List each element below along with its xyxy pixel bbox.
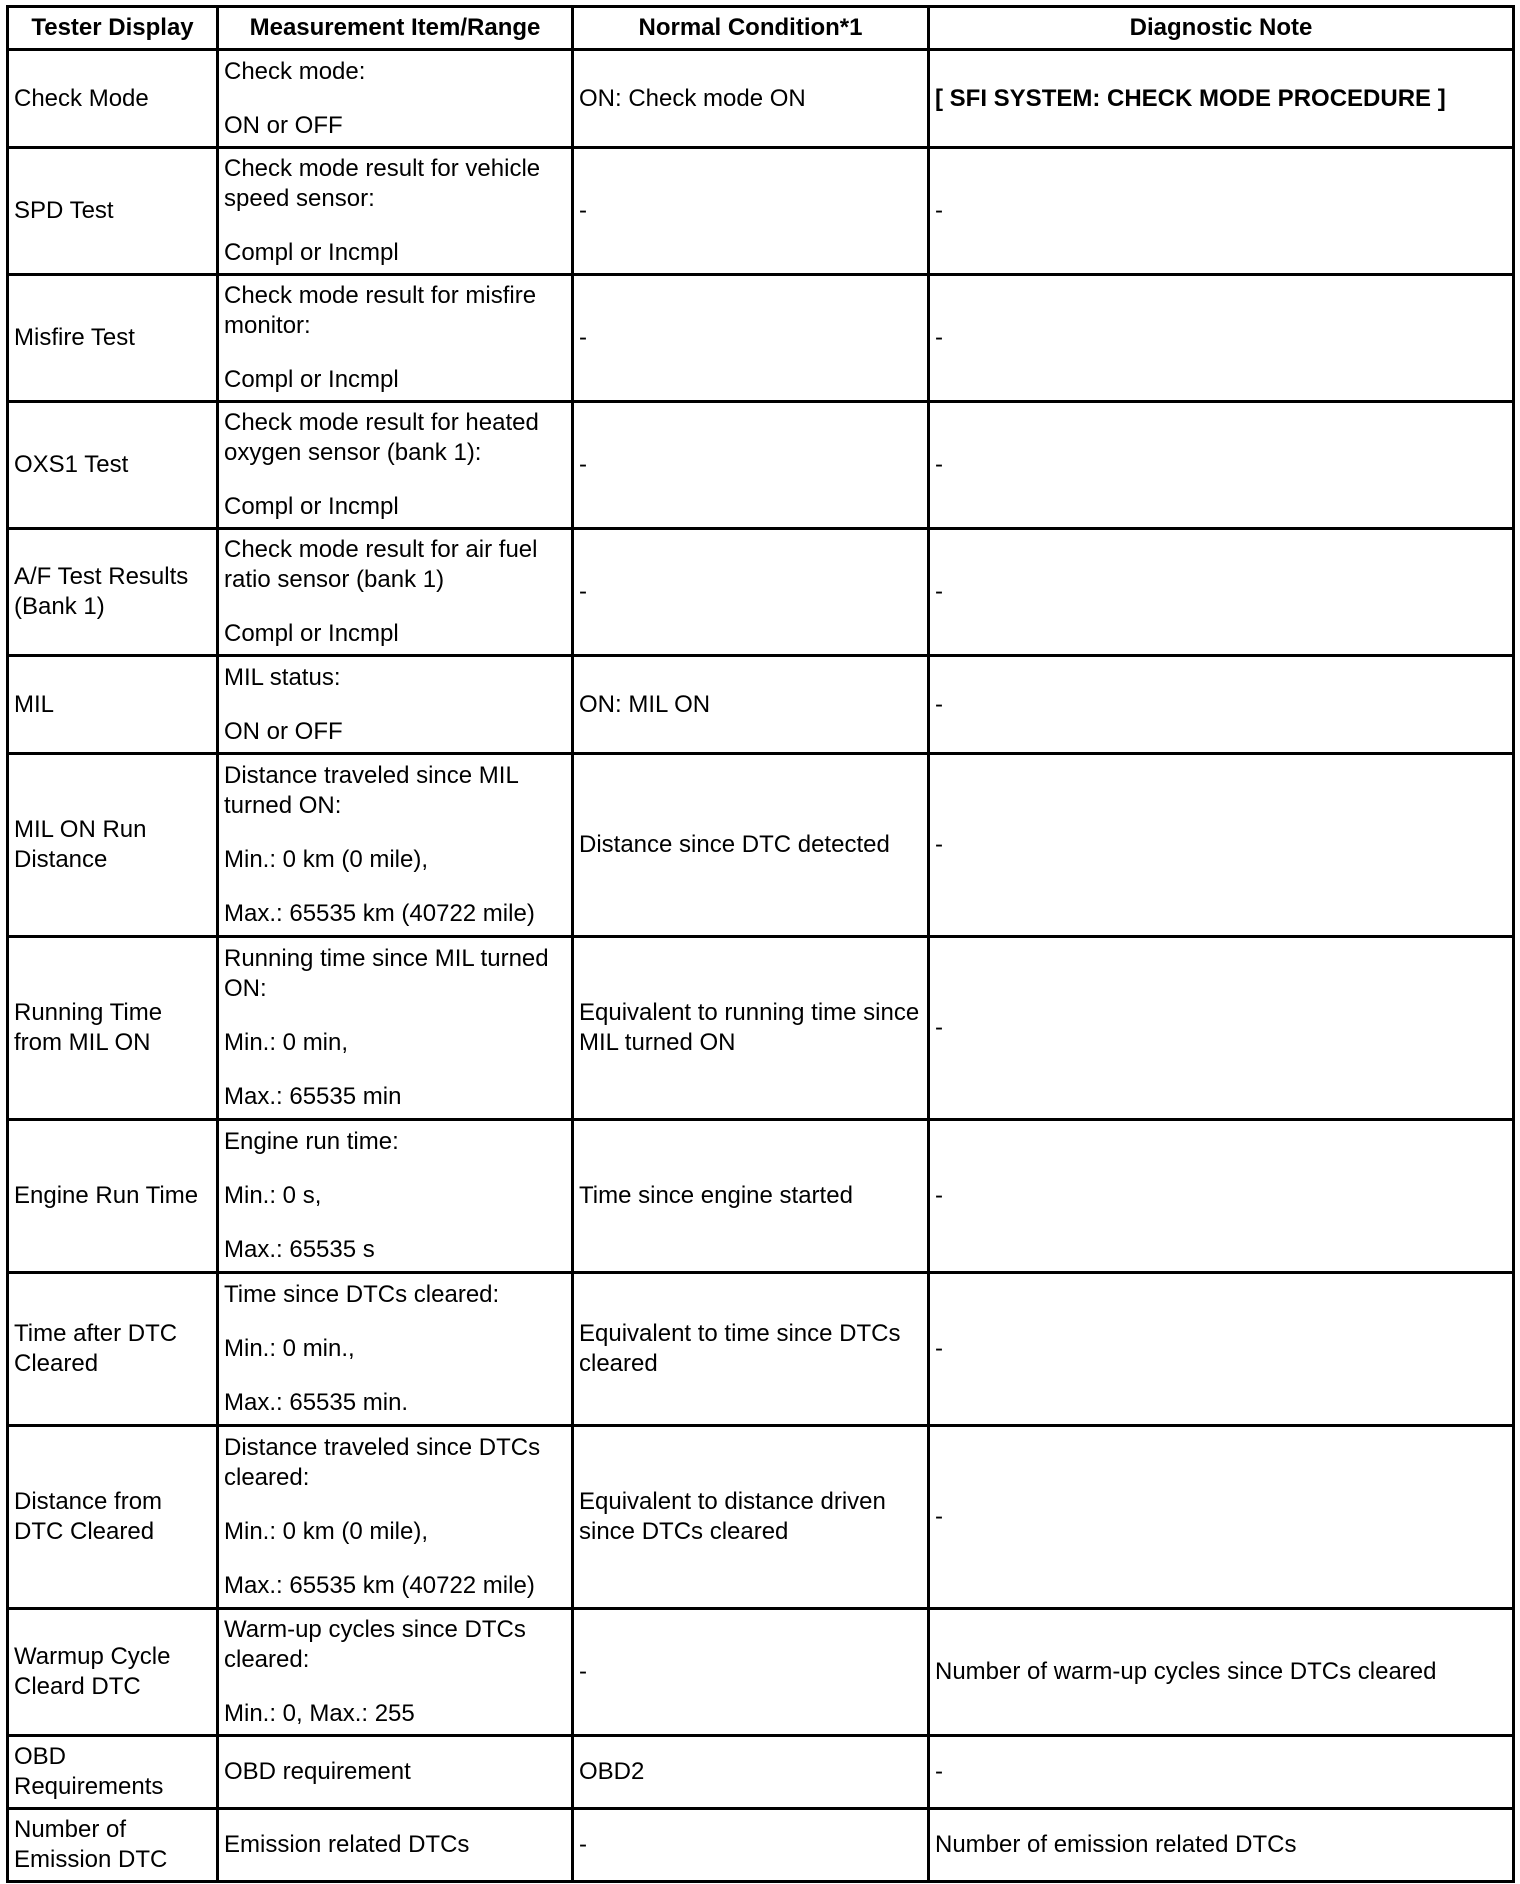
tester-display-cell: OXS1 Test <box>8 402 218 529</box>
measurement-line: Max.: 65535 min. <box>224 1389 409 1416</box>
table-row <box>8 1426 1514 1609</box>
measurement-line: Warm-up cycles since DTCs cleared: <box>224 1616 526 1673</box>
header-measurement-item: Measurement Item/Range <box>218 7 573 50</box>
measurement-line: Time since DTCs cleared: <box>224 1281 500 1308</box>
tester-display-table <box>6 5 1515 1883</box>
header-normal-condition: Normal Condition*1 <box>573 7 929 50</box>
diagnostic-note-cell: - <box>929 1273 1514 1426</box>
normal-condition-cell: - <box>573 529 929 656</box>
measurement-line: Max.: 65535 km (40722 mile) <box>224 900 535 927</box>
measurement-line: ON or OFF <box>224 111 343 139</box>
table-row <box>8 148 1514 275</box>
diagnostic-note-cell: - <box>929 937 1514 1120</box>
table-body <box>8 50 1514 1882</box>
measurement-line: Min.: 0 min, <box>224 1029 349 1056</box>
normal-condition-cell: Distance since DTC detected <box>573 754 929 937</box>
normal-condition-cell: ON: Check mode ON <box>573 50 929 148</box>
diagnostic-note-cell: - <box>929 1120 1514 1273</box>
header-diagnostic-note: Diagnostic Note <box>929 7 1514 50</box>
measurement-line: Check mode result for heated oxygen sensor (bank 1): <box>224 409 539 466</box>
measurement-cell <box>218 656 573 754</box>
measurement-line: Check mode result for air fuel ratio sensor (bank 1) <box>224 536 538 593</box>
diagnostic-note-cell: - <box>929 529 1514 656</box>
measurement-cell <box>218 1426 573 1609</box>
measurement-line: Min.: 0 min., <box>224 1335 355 1362</box>
measurement-cell <box>218 754 573 937</box>
measurement-cell <box>218 275 573 402</box>
table-row <box>8 1736 1514 1809</box>
diagnostic-note-cell: Number of emission related DTCs <box>929 1809 1514 1882</box>
measurement-cell <box>218 1273 573 1426</box>
measurement-line: Engine run time: <box>224 1128 399 1155</box>
table-row <box>8 1273 1514 1426</box>
measurement-line: Check mode: <box>224 57 366 85</box>
measurement-line: Max.: 65535 s <box>224 1236 375 1263</box>
measurement-line: MIL status: <box>224 663 341 691</box>
tester-display-cell: MIL ON Run Distance <box>8 754 218 937</box>
normal-condition-cell: - <box>573 275 929 402</box>
diagnostic-note-cell: [ SFI SYSTEM: CHECK MODE PROCEDURE ] <box>929 50 1514 148</box>
measurement-line: Compl or Incmpl <box>224 239 399 266</box>
tester-display-cell: Engine Run Time <box>8 1120 218 1273</box>
diagnostic-note-cell: - <box>929 275 1514 402</box>
measurement-line: Min.: 0 km (0 mile), <box>224 846 429 873</box>
table-row <box>8 402 1514 529</box>
measurement-line: Min.: 0 s, <box>224 1182 322 1209</box>
tester-display-cell: Number of Emission DTC <box>8 1809 218 1882</box>
measurement-cell <box>218 1809 573 1882</box>
diagnostic-note-cell: - <box>929 148 1514 275</box>
measurement-line: Max.: 65535 min <box>224 1083 402 1110</box>
diagnostic-note-cell: - <box>929 754 1514 937</box>
tester-display-cell: SPD Test <box>8 148 218 275</box>
tester-display-cell: Misfire Test <box>8 275 218 402</box>
diagnostic-note-cell: - <box>929 1426 1514 1609</box>
table-row <box>8 656 1514 754</box>
diagnostic-note-cell: - <box>929 402 1514 529</box>
measurement-line: ON or OFF <box>224 717 343 745</box>
diagnostic-note-cell: Number of warm-up cycles since DTCs cleared <box>929 1609 1514 1736</box>
normal-condition-cell: - <box>573 148 929 275</box>
measurement-cell <box>218 529 573 656</box>
tester-display-cell: OBD Requirements <box>8 1736 218 1809</box>
measurement-cell <box>218 1736 573 1809</box>
measurement-line: Emission related DTCs <box>224 1831 470 1858</box>
table-row <box>8 1809 1514 1882</box>
table-row <box>8 529 1514 656</box>
normal-condition-cell: - <box>573 402 929 529</box>
measurement-line: Compl or Incmpl <box>224 493 399 520</box>
normal-condition-cell: Equivalent to time since DTCs cleared <box>573 1273 929 1426</box>
diagnostic-note-cell: - <box>929 656 1514 754</box>
measurement-line: Compl or Incmpl <box>224 620 399 647</box>
tester-display-cell: Warmup Cycle Cleard DTC <box>8 1609 218 1736</box>
tester-display-cell: Running Time from MIL ON <box>8 937 218 1120</box>
measurement-line: Distance traveled since MIL turned ON: <box>224 762 518 819</box>
measurement-line: Compl or Incmpl <box>224 366 399 393</box>
measurement-line: Min.: 0, Max.: 255 <box>224 1700 415 1727</box>
measurement-line: Min.: 0 km (0 mile), <box>224 1518 429 1545</box>
tester-display-cell: Distance from DTC Cleared <box>8 1426 218 1609</box>
header-row <box>8 7 1514 50</box>
normal-condition-cell: Equivalent to running time since MIL turned ON <box>573 937 929 1120</box>
normal-condition-cell: - <box>573 1809 929 1882</box>
measurement-cell <box>218 402 573 529</box>
measurement-line: Check mode result for vehicle speed sensor: <box>224 155 541 212</box>
tester-display-cell: Time after DTC Cleared <box>8 1273 218 1426</box>
normal-condition-cell: - <box>573 1609 929 1736</box>
normal-condition-cell: OBD2 <box>573 1736 929 1809</box>
measurement-line: Running time since MIL turned ON: <box>224 945 549 1002</box>
measurement-cell <box>218 937 573 1120</box>
normal-condition-cell: Time since engine started <box>573 1120 929 1273</box>
table-row <box>8 1120 1514 1273</box>
table-row <box>8 1609 1514 1736</box>
table-row <box>8 50 1514 148</box>
normal-condition-cell: ON: MIL ON <box>573 656 929 754</box>
tester-display-cell: MIL <box>8 656 218 754</box>
table-row <box>8 754 1514 937</box>
table-row <box>8 937 1514 1120</box>
measurement-cell <box>218 148 573 275</box>
measurement-line: Max.: 65535 km (40722 mile) <box>224 1572 535 1599</box>
normal-condition-cell: Equivalent to distance driven since DTCs cleared <box>573 1426 929 1609</box>
measurement-cell <box>218 1609 573 1736</box>
measurement-line: OBD requirement <box>224 1758 411 1785</box>
table-row <box>8 275 1514 402</box>
measurement-cell <box>218 50 573 148</box>
diagnostic-note-cell: - <box>929 1736 1514 1809</box>
tester-display-cell: A/F Test Results (Bank 1) <box>8 529 218 656</box>
measurement-cell <box>218 1120 573 1273</box>
tester-display-cell: Check Mode <box>8 50 218 148</box>
measurement-line: Check mode result for misfire monitor: <box>224 282 537 339</box>
header-tester-display: Tester Display <box>8 7 218 50</box>
measurement-line: Distance traveled since DTCs cleared: <box>224 1434 541 1491</box>
